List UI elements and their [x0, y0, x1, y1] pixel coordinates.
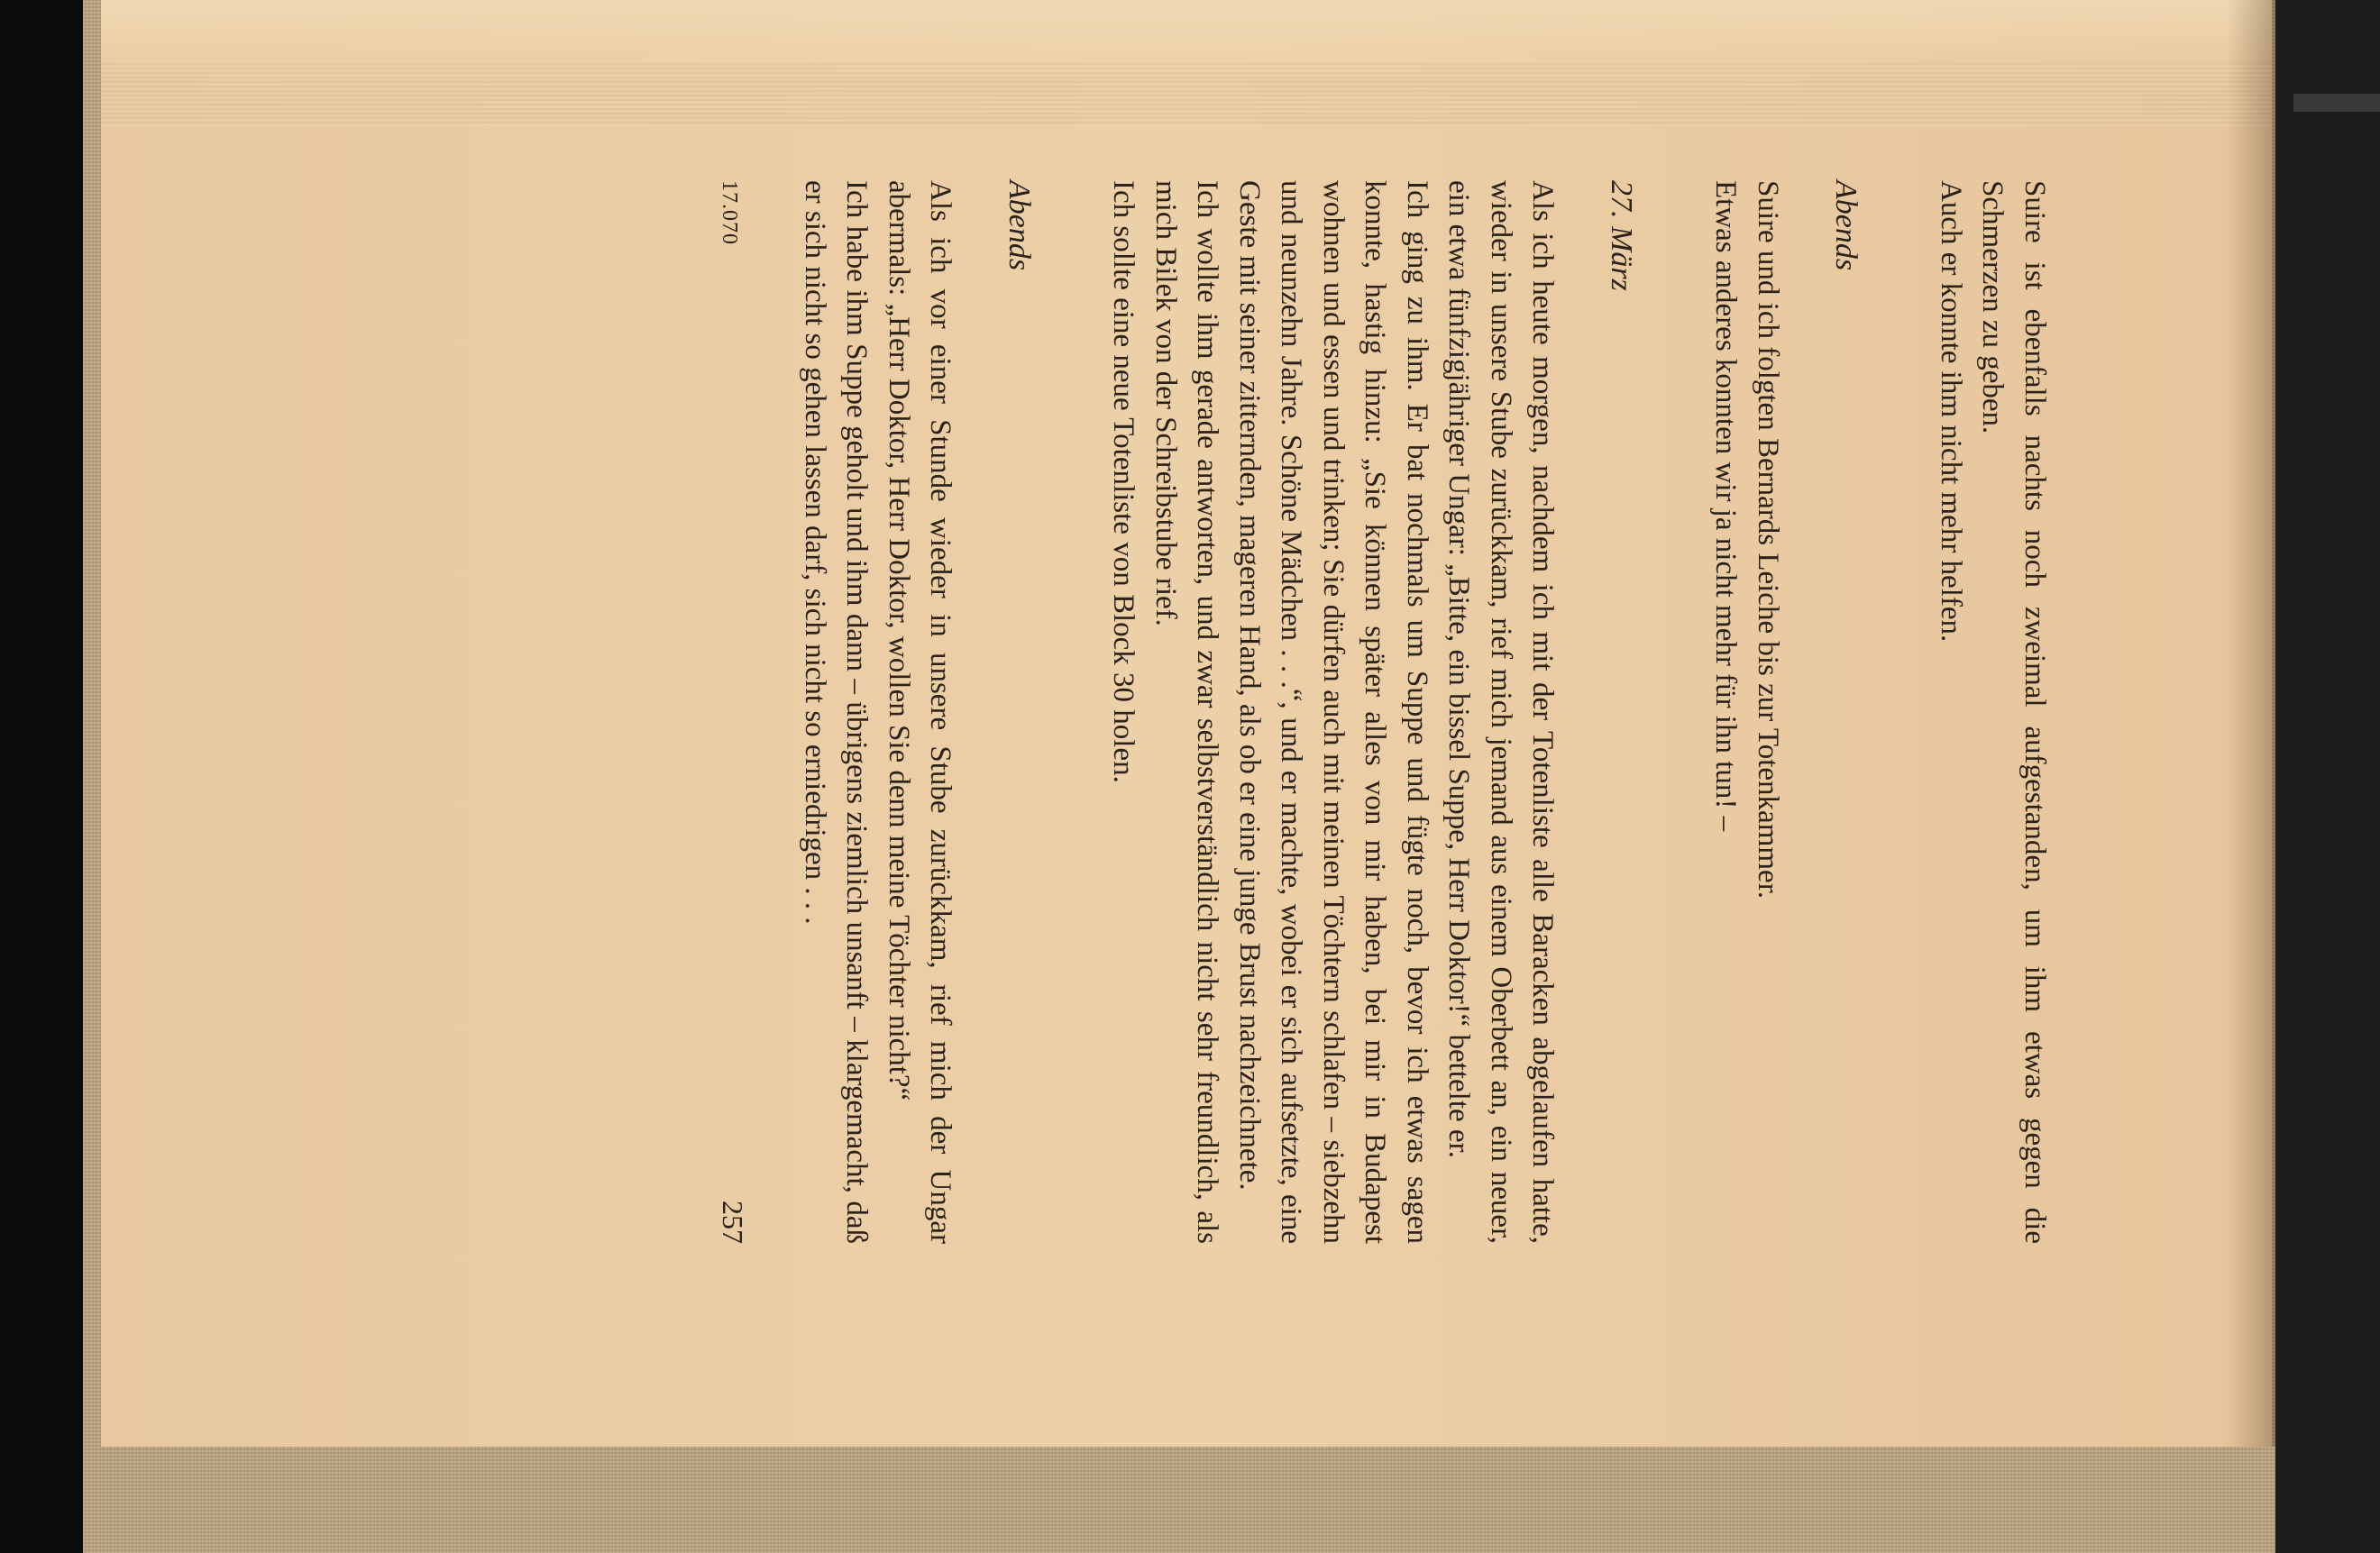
scanner-bar [2293, 94, 2380, 112]
page-number: 257 [717, 1201, 750, 1244]
section-heading-abends: Abends [1829, 180, 1863, 271]
paragraph: Als ich vor einer Stunde wieder in unsere Stube zurückkam, rief mich der Ungar abermals: „Herr Doktor, Herr Doktor, wollen Sie denn meine Töchter nicht?“ [883, 180, 957, 1244]
paragraph: Ich habe ihm Suppe geholt und ihm dann – übrigens ziemlich unsanft – klargemacht, daß er sich nicht so gehen lassen darf, sich nicht so erniedrigen . . . [799, 180, 874, 1244]
paragraph: Als ich heute morgen, nachdem ich mit der Totenliste alle Baracken abgelaufen hatte, wieder in unsere Stube zurückkam, rief mich jemand aus einem Oberbett an, ein neuer, ein etwa fünfzigjähriger Ungar: „Bitte, ein bissel Suppe, Herr Doktor!“ bettelte er. [1442, 180, 1560, 1244]
page-footer [709, 180, 755, 1244]
scanner-background [2275, 0, 2380, 1553]
continuation-paragraph: Suire ist ebenfalls nachts noch zweimal aufgestanden, um ihm etwas gegen die Schmerzen zu geben. [1976, 180, 2051, 1244]
continuation-paragraph-2: Auch er konnte ihm nicht mehr helfen. [1935, 180, 1967, 643]
paragraph: Ich ging zu ihm. Er bat nochmals um Suppe und fügte noch, bevor ich etwas sagen konnte, hastig hinzu: „Sie können später alles von mir haben, bei mir in Budapest wohnen und essen und trinken; Sie dürfen auch mit meinen Töchtern schlafen – siebzehn und neunzehn Jahre. Schöne Mädchen . . .“, und er machte, wobei er sich aufsetzte, eine Geste mit seiner zitternden, mageren Hand, als ob er eine junge Brust nachzeichnete. [1233, 180, 1433, 1244]
section-heading-abends-2: Abends [1002, 180, 1036, 271]
page-gutter [101, 0, 2272, 81]
paragraph: Ich sollte eine neue Totenliste von Block 30 holen. [1107, 180, 1140, 783]
paragraph: Suire und ich folgten Bernards Leiche bis zur Totenkammer. [1752, 180, 1784, 900]
spine-shadow [2227, 0, 2281, 1447]
paragraph: Etwas anderes konnten wir ja nicht mehr für ihn tun! – [1709, 180, 1743, 832]
paragraph: Ich wollte ihm gerade antworten, und zwar selbstverständlich nicht sehr freundlich, als mich Bilek von der Schreibstube rief. [1149, 180, 1224, 1244]
date-heading: 27. März [1605, 180, 1638, 291]
printer-signature: 17.070 [718, 180, 742, 245]
page-text-block [298, 180, 2055, 1244]
